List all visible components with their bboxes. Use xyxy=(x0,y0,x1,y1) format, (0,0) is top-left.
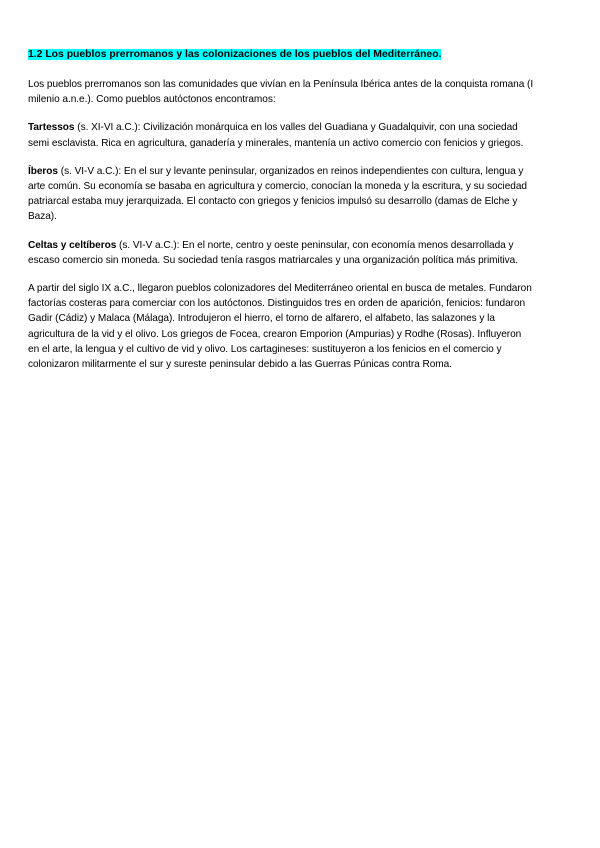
iberos-paragraph xyxy=(28,164,534,225)
iberos-heading: Íberos xyxy=(28,165,58,177)
celtas-heading: Celtas y celtíberos xyxy=(28,239,117,251)
section-title-text: 1.2 Los pueblos prerromanos y las colonizaciones de los pueblos del Mediterráneo. xyxy=(28,49,442,60)
tartessos-paragraph xyxy=(28,120,534,150)
intro-paragraph: Los pueblos prerromanos son las comunidades que vivían en la Península Ibérica antes de la conquista romana (I milenio a.n.e.). Como pueblos autóctonos encontramos: xyxy=(28,79,534,106)
colonizaciones-paragraph: A partir del siglo IX a.C., llegaron pueblos colonizadores del Mediterráneo oriental en busca de metales. Fundaron factorías costeras para comerciar con los autóctonos. Distinguidos tres en orden de aparición, fenicios: fundaron Gadir (Cádiz) y Malaca (Málaga). Introdujeron el hierro, el torno de alfarero, el alfabeto, las salazones y la agricultura de la vid y el olivo. Los griegos de Focea, crearon Emporion (Ampurias) y Rodhe (Rosas). Influyeron en el arte, la lengua y el cultivo de vid y olivo. Los cartagineses: sustituyeron a los fenicios en el comercio y colonizaron militarmente el sur y sureste peninsular debido a las Guerras Púnicas contra Roma. xyxy=(28,283,532,371)
iberos-text: (s. VI-V a.C.): En el sur y levante peninsular, organizados en reinos independientes con cultura, lengua y arte común. Su economía se basaba en agricultura y comercio, conocían la moneda y la escritura, y su sociedad patriarcal estaba muy jerarquizada. El contacto con griegos y fenicios impulsó su desarrollo (damas de Elche y Baza). xyxy=(28,165,527,223)
tartessos-text: (s. XI-VI a.C.): Civilización monárquica en los valles del Guadiana y Guadalquivir, con una sociedad semi esclavista. Rica en agricultura, ganadería y minerales, mantenía un activo comercio con fenicios y griegos. xyxy=(28,122,524,149)
celtas-text: (s. VI-V a.C.): En el norte, centro y oeste peninsular, con economía menos desarrollada y escaso comercio sin moneda. Su sociedad tenía rasgos matriarcales y una organización política más primitiva. xyxy=(28,239,518,266)
celtas-paragraph xyxy=(28,238,534,268)
tartessos-heading: Tartessos xyxy=(28,122,75,134)
section-title xyxy=(28,48,534,62)
